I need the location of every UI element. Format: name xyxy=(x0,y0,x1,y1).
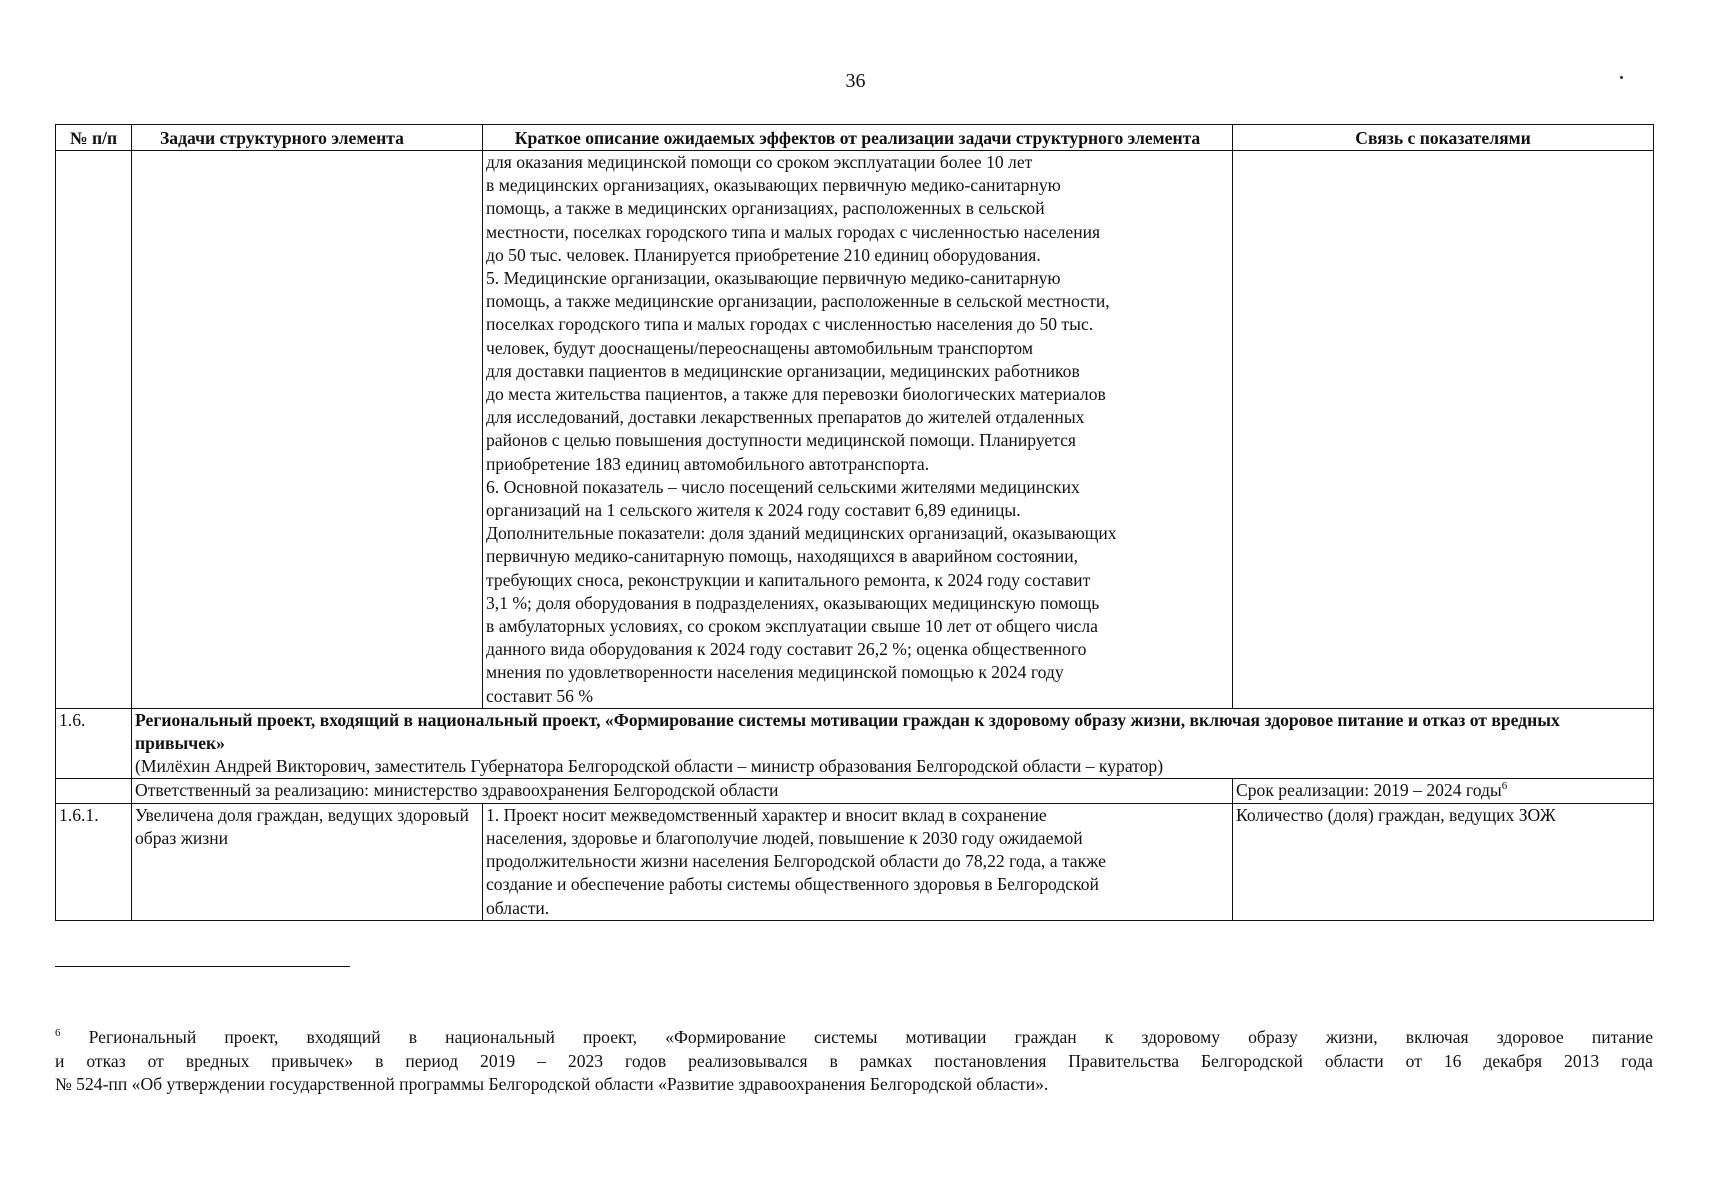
desc-line: для исследований, доставки лекарственных препаратов до жителей отдаленных xyxy=(486,407,1085,428)
row-link: Количество (доля) граждан, ведущих ЗОЖ xyxy=(1233,803,1654,920)
table-row-responsible xyxy=(56,779,1654,803)
section-title-cell xyxy=(132,708,1654,779)
desc-line: районов с целью повышения доступности медицинской помощи. Планируется xyxy=(486,430,1076,451)
desc-line: приобретение 183 единиц автомобильного автотранспорта. xyxy=(486,453,930,474)
desc-line: до 50 тыс. человек. Планируется приобретение 210 единиц оборудования. xyxy=(486,244,1041,265)
cell-task-empty xyxy=(132,151,483,709)
header-task: Задачи структурного элемента xyxy=(132,125,483,151)
section-title: Региональный проект, входящий в национальный проект, «Формирование системы мотивации граждан к здоровому образу жизни, включая здоровое питание и отказ от вредных привычек» xyxy=(135,709,1560,754)
table-row-continuation xyxy=(56,151,1654,709)
cell-num-empty xyxy=(56,151,132,709)
footnote-separator xyxy=(55,966,350,967)
desc-line: области. xyxy=(486,897,550,918)
desc-line: 1. Проект носит межведомственный характер и вносит вклад в сохранение xyxy=(486,804,1047,825)
row-desc xyxy=(483,803,1233,920)
page-number: 36 xyxy=(845,70,866,92)
row-task: Увеличена доля граждан, ведущих здоровый образ жизни xyxy=(132,803,483,920)
desc-line: в медицинских организациях, оказывающих первичную медико-санитарную xyxy=(486,175,1061,196)
desc-line: человек, будут дооснащены/переоснащены автомобильным транспортом xyxy=(486,337,1034,358)
desc-line: местности, поселках городского типа и малых городах с численностью населения xyxy=(486,221,1101,242)
cell-num-empty xyxy=(56,779,132,803)
footnote-ref: 6 xyxy=(1501,780,1508,793)
desc-line: 3,1 %; доля оборудования в подразделениях, оказывающих медицинскую помощь xyxy=(486,592,1100,613)
cell-desc-continuation xyxy=(483,151,1233,709)
header-link: Связь с показателями xyxy=(1233,125,1654,151)
desc-line: поселках городского типа и малых городах с численностью населения до 50 тыс. xyxy=(486,314,1094,335)
section-term: Срок реализации: 2019 – 2024 годы xyxy=(1236,780,1502,801)
desc-line: Дополнительные показатели: доля зданий медицинских организаций, оказывающих xyxy=(486,523,1117,544)
desc-line: продолжительности жизни населения Белгородской области до 78,22 года, а также xyxy=(486,851,1106,872)
footnote-line: и отказ от вредных привычек» в период 2019 – 2023 годов реализовывался в рамках постановления Правительства Белгородской области от 16 декабря 2013 года xyxy=(55,1050,1653,1071)
desc-line: требующих сноса, реконструкции и капитального ремонта, к 2024 году составит xyxy=(486,569,1091,590)
desc-line: данного вида оборудования к 2024 году составит 26,2 %; оценка общественного xyxy=(486,639,1087,660)
table-header-row xyxy=(56,125,1654,151)
desc-line: 6. Основной показатель – число посещений сельскими жителями медицинских xyxy=(486,476,1080,497)
row-num: 1.6.1. xyxy=(56,803,132,920)
scan-dot-mark xyxy=(1620,76,1623,79)
section-term-cell xyxy=(1233,779,1654,803)
desc-line: мнения по удовлетворенности населения медицинской помощью к 2024 году xyxy=(486,662,1064,683)
desc-line: 5. Медицинские организации, оказывающие первичную медико-санитарную xyxy=(486,268,1061,289)
desc-line: до места жительства пациентов, а также для перевозки биологических материалов xyxy=(486,384,1106,405)
footnote-line-text: Региональный проект, входящий в национальный проект, «Формирование системы мотивации граждан к здоровому образу жизни, включая здоровое питание xyxy=(88,1027,1654,1047)
desc-line: населения, здоровье и благополучие людей, повышение к 2030 году ожидаемой xyxy=(486,827,1083,848)
header-num: № п/п xyxy=(56,125,132,151)
desc-line: создание и обеспечение работы системы общественного здоровья в Белгородской xyxy=(486,874,1099,895)
footnote xyxy=(55,1026,1653,1097)
desc-line: для оказания медицинской помощи со сроком эксплуатации более 10 лет xyxy=(486,152,1033,172)
cell-link-empty xyxy=(1233,151,1654,709)
table-row-section-title xyxy=(56,708,1654,779)
footnote-line xyxy=(55,1026,1653,1050)
desc-line: для доставки пациентов в медицинские организации, медицинских работников xyxy=(486,360,1080,381)
desc-line: составит 56 % xyxy=(486,685,594,706)
desc-line: в амбулаторных условиях, со сроком эксплуатации свыше 10 лет от общего числа xyxy=(486,616,1098,637)
section-curator: (Милёхин Андрей Викторович, заместитель Губернатора Белгородской области – министр образования Белгородской области – куратор) xyxy=(135,756,1164,777)
header-desc: Краткое описание ожидаемых эффектов от реализации задачи структурного элемента xyxy=(483,125,1233,151)
desc-line: организаций на 1 сельского жителя к 2024 году составит 6,89 единицы. xyxy=(486,500,1021,521)
section-responsible: Ответственный за реализацию: министерство здравоохранения Белгородской области xyxy=(132,779,1233,803)
desc-line: помощь, а также в медицинских организациях, расположенных в сельской xyxy=(486,198,1045,219)
table-row xyxy=(56,803,1654,920)
section-num: 1.6. xyxy=(56,708,132,779)
desc-line: первичную медико-санитарную помощь, находящихся в аварийном состоянии, xyxy=(486,546,1079,567)
desc-line: помощь, а также медицинские организации, расположенные в сельской местности, xyxy=(486,291,1110,312)
footnote-mark: 6 xyxy=(55,1027,61,1040)
footnote-line: № 524-пп «Об утверждении государственной программы Белгородской области «Развитие здравоохранения Белгородской области». xyxy=(55,1074,1049,1095)
structural-elements-table xyxy=(55,124,1654,921)
